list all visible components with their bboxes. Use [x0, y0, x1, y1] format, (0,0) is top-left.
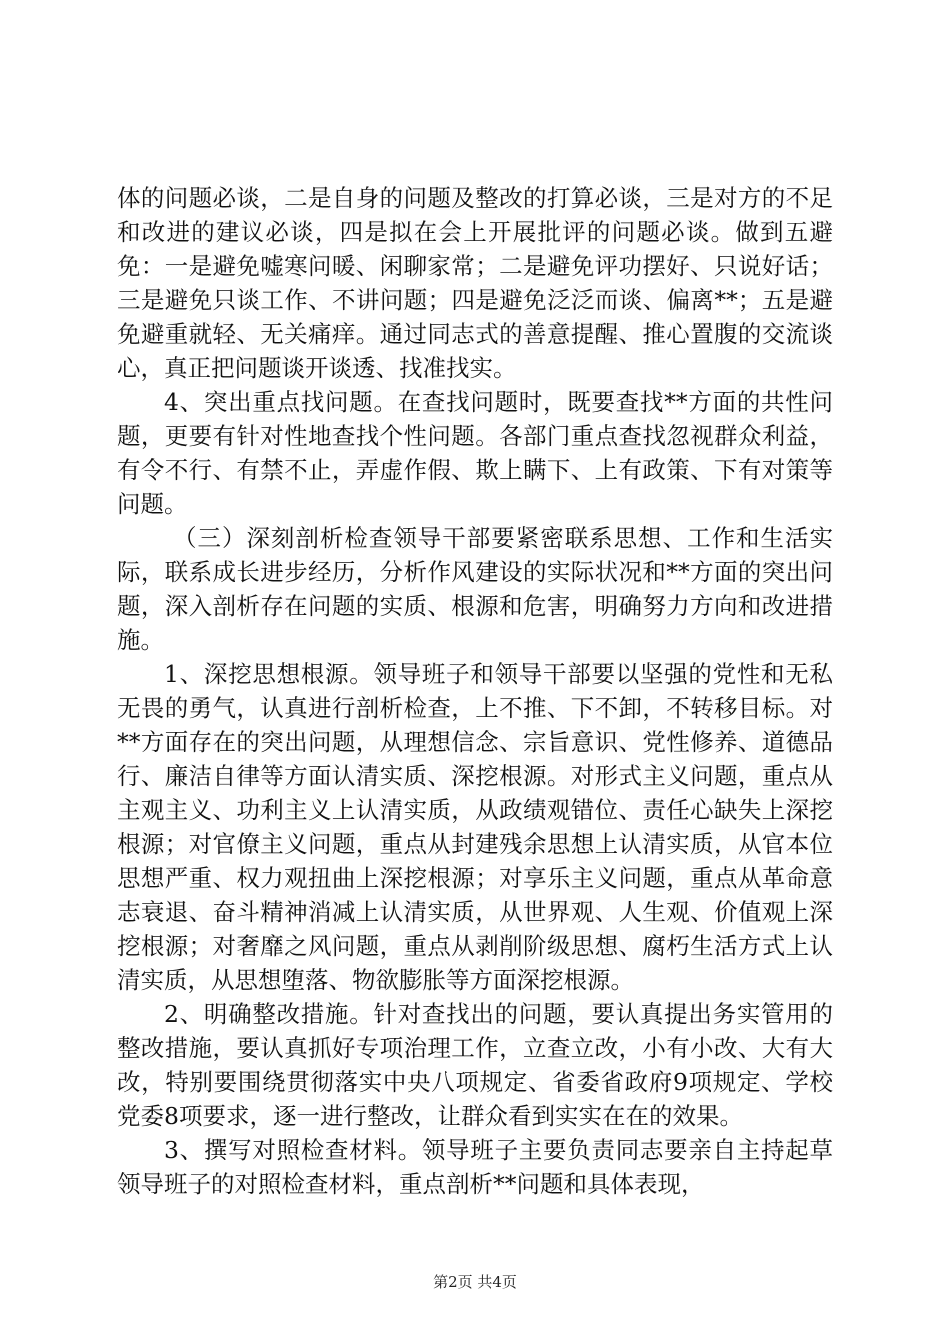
paragraph-item-4: 4、突出重点找问题。在查找问题时，既要查找**方面的共性问题，更要有针对性地查找个性问题。各部门重点查找忽视群众利益，有令不行、有禁不止，弄虚作假、欺上瞒下、上有政策、下有对策等问题。 — [117, 388, 833, 518]
paragraph-item-3: 3、撰写对照检查材料。领导班子主要负责同志要亲自主持起草领导班子的对照检查材料，重点剖析**问题和具体表现， — [117, 1136, 833, 1198]
paragraph-section-3: （三）深刻剖析检查领导干部要紧密联系思想、工作和生活实际，联系成长进步经历，分析作风建设的实际状况和**方面的突出问题，深入剖析存在问题的实质、根源和危害，明确努力方向和改进措施。 — [117, 524, 833, 654]
page-footer: 第2页 共4页 — [433, 1273, 517, 1291]
paragraph-item-1: 1、深挖思想根源。领导班子和领导干部要以坚强的党性和无私无畏的勇气，认真进行剖析检查，上不推、下不卸，不转移目标。对**方面存在的突出问题，从理想信念、宗旨意识、党性修养、道德品行、廉洁自律等方面认清实质、深挖根源。对形式主义问题，重点从主观主义、功利主义上认清实质，从政绩观错位、责任心缺失上深挖根源；对官僚主义问题，重点从封建残余思想上认清实质，从官本位思想严重、权力观扭曲上深挖根源；对享乐主义问题，重点从革命意志衰退、奋斗精神消减上认清实质，从世界观、人生观、价值观上深挖根源；对奢靡之风问题，重点从剥削阶级思想、腐朽生活方式上认清实质，从思想堕落、物欲膨胀等方面深挖根源。 — [117, 660, 833, 994]
paragraph-item-2: 2、明确整改措施。针对查找出的问题，要认真提出务实管用的整改措施，要认真抓好专项治理工作，立查立改，小有小改、大有大改，特别要围绕贯彻落实中央八项规定、省委省政府9项规定、学校党委8项要求，逐一进行整改，让群众看到实实在在的效果。 — [117, 1000, 833, 1130]
paragraph-continuation: 体的问题必谈，二是自身的问题及整改的打算必谈，三是对方的不足和改进的建议必谈，四是拟在会上开展批评的问题必谈。做到五避免：一是避免嘘寒问暖、闲聊家常；二是避免评功摆好、只说好话；三是避免只谈工作、不讲问题；四是避免泛泛而谈、偏离**；五是避免避重就轻、无关痛痒。通过同志式的善意提醒、推心置腹的交流谈心，真正把问题谈开谈透、找准找实。 — [117, 184, 833, 382]
document-body — [117, 181, 833, 1201]
